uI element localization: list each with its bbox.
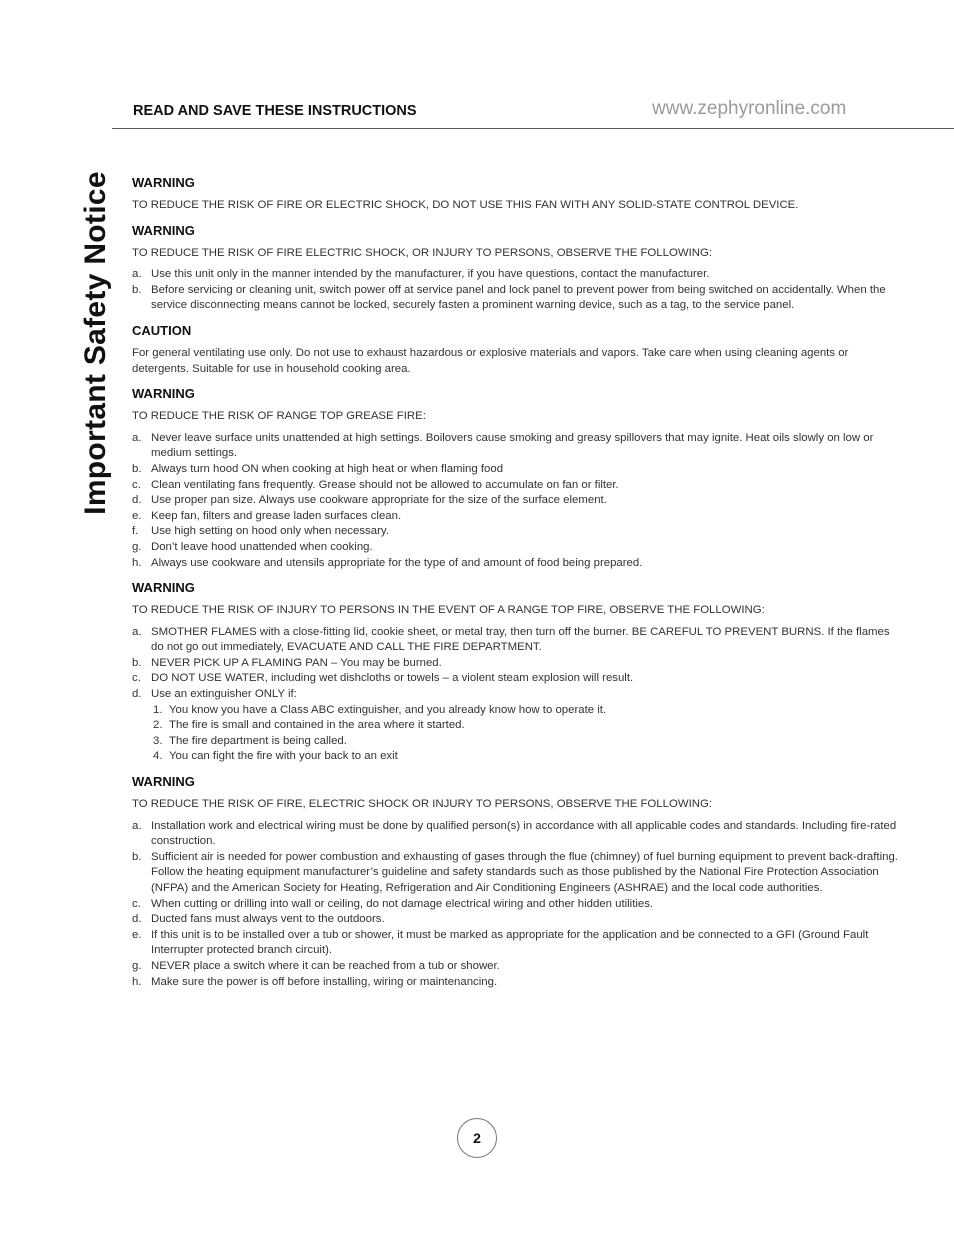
item-text: Use proper pan size. Always use cookware appropriate for the size of the surface element. (151, 494, 607, 507)
instruction-item (132, 431, 902, 462)
item-text: NEVER place a switch where it can be reached from a tub or shower. (151, 959, 500, 972)
instruction-item (132, 959, 902, 975)
safety-section (132, 580, 902, 765)
section-intro: TO REDUCE THE RISK OF RANGE TOP GREASE FIRE: (132, 410, 426, 423)
section-intro: TO REDUCE THE RISK OF FIRE OR ELECTRIC SHOCK, DO NOT USE THIS FAN WITH ANY SOLID-STATE CONTROL DEVICE. (132, 199, 799, 211)
sub-instruction-item (151, 749, 902, 765)
section-heading: WARNING (132, 222, 195, 238)
item-text: If this unit is to be installed over a tub or shower, it must be marked as appropriate for the application and be connected to a GFI (Ground Fault Interrupter protected branch circuit). (151, 928, 869, 957)
page-number: 2 (457, 1118, 497, 1158)
section-intro: TO REDUCE THE RISK OF FIRE ELECTRIC SHOCK, OR INJURY TO PERSONS, OBSERVE THE FOLLOWING: (132, 246, 712, 259)
item-text: Never leave surface units unattended at high settings. Boilovers cause smoking and greasy spillovers that may ignite. Heat oils slowly on low or medium settings. (151, 431, 874, 460)
item-marker: b. (132, 656, 142, 669)
item-marker: d. (132, 688, 142, 701)
instruction-item (132, 975, 902, 991)
side-title: Important Safety Notice (79, 171, 112, 515)
section-heading: WARNING (132, 774, 195, 790)
sub-instruction-list (151, 703, 902, 765)
subitem-marker: 2. (153, 719, 163, 732)
instruction-item (132, 687, 902, 765)
item-text: Keep fan, filters and grease laden surfaces clean. (151, 509, 402, 522)
item-text: Make sure the power is off before installing, wiring or maintenancing. (151, 975, 498, 988)
item-marker: a. (132, 431, 142, 444)
instruction-item (132, 556, 902, 572)
item-marker: d. (132, 494, 142, 507)
instruction-item (132, 478, 902, 494)
item-text: Before servicing or cleaning unit, switch power off at service panel and lock panel to prevent power from being switched on accidentally. When the service disconnecting means cannot be locked, securely fasten a prominent warning device, such as a tag, to the service panel. (151, 283, 886, 312)
safety-content (132, 175, 902, 999)
section-intro: TO REDUCE THE RISK OF INJURY TO PERSONS IN THE EVENT OF A RANGE TOP FIRE, OBSERVE THE FOLLOWING: (132, 604, 765, 617)
instruction-list (132, 431, 902, 571)
sub-instruction-item (151, 734, 902, 750)
instruction-item (132, 540, 902, 556)
item-text: Use high setting on hood only when necessary. (151, 525, 389, 538)
item-marker: b. (132, 462, 142, 475)
instruction-item (132, 897, 902, 913)
instruction-item (132, 850, 902, 897)
item-marker: e. (132, 928, 142, 941)
item-marker: a. (132, 268, 142, 281)
instruction-item (132, 912, 902, 928)
subitem-text: The fire department is being called. (169, 734, 347, 747)
subitem-text: You know you have a Class ABC extinguisher, and you already know how to operate it. (169, 703, 607, 716)
item-marker: g. (132, 959, 142, 972)
section-intro: For general ventilating use only. Do not use to exhaust hazardous or explosive materials and vapors. Take care when using cleaning agents or detergents. Suitable for use in household cooking area. (132, 346, 849, 375)
section-heading: WARNING (132, 386, 195, 402)
item-marker: a. (132, 819, 142, 832)
item-marker: f. (132, 525, 139, 538)
instruction-item (132, 267, 902, 283)
header-title: READ AND SAVE THESE INSTRUCTIONS (133, 103, 417, 119)
item-text: Ducted fans must always vent to the outdoors. (151, 913, 385, 926)
item-marker: h. (132, 556, 142, 569)
instruction-list (132, 267, 902, 314)
instruction-item (132, 509, 902, 525)
subitem-text: You can fight the fire with your back to an exit (169, 750, 398, 763)
instruction-item (132, 671, 902, 687)
item-text: DO NOT USE WATER, including wet dishcloths or towels – a violent steam explosion will result. (151, 672, 634, 685)
item-marker: b. (132, 850, 142, 863)
item-text: Clean ventilating fans frequently. Grease should not be allowed to accumulate on fan or filter. (151, 478, 619, 491)
section-heading: WARNING (132, 580, 195, 596)
item-marker: c. (132, 897, 141, 910)
instruction-item (132, 928, 902, 959)
safety-section (132, 774, 902, 990)
item-text: Use this unit only in the manner intended by the manufacturer, if you have questions, contact the manufacturer. (151, 268, 710, 281)
instruction-item (132, 656, 902, 672)
header-divider (112, 128, 954, 129)
item-marker: c. (132, 478, 141, 491)
item-text: Don’t leave hood unattended when cooking. (151, 540, 373, 553)
safety-section (132, 386, 902, 571)
section-heading: CAUTION (132, 322, 192, 338)
item-text: Always turn hood ON when cooking at high heat or when flaming food (151, 462, 504, 475)
instruction-item (132, 283, 902, 314)
sub-instruction-item (151, 718, 902, 734)
item-text: Always use cookware and utensils appropriate for the type of and amount of food being prepared. (151, 556, 643, 569)
safety-section (132, 175, 902, 214)
subitem-marker: 4. (153, 750, 163, 763)
item-text: SMOTHER FLAMES with a close-fitting lid, cookie sheet, or metal tray, then turn off the burner. BE CAREFUL TO PREVENT BURNS. If the flames do not go out immediately, EVACUATE AND CALL THE FIRE DEPARTMENT. (151, 625, 890, 654)
instruction-item (132, 524, 902, 540)
item-marker: g. (132, 540, 142, 553)
website-link[interactable]: www.zephyronline.com (652, 98, 847, 119)
subitem-text: The fire is small and contained in the area where it started. (169, 719, 465, 732)
item-marker: a. (132, 625, 142, 638)
item-text: When cutting or drilling into wall or ceiling, do not damage electrical wiring and other hidden utilities. (151, 897, 654, 910)
instruction-item (132, 625, 902, 656)
item-marker: d. (132, 913, 142, 926)
section-heading: WARNING (132, 175, 195, 190)
instruction-item (132, 493, 902, 509)
item-text: NEVER PICK UP A FLAMING PAN – You may be burned. (151, 656, 442, 669)
sub-instruction-item (151, 703, 902, 719)
item-marker: c. (132, 672, 141, 685)
safety-section (132, 323, 902, 377)
instruction-list (132, 819, 902, 991)
item-marker: b. (132, 283, 142, 296)
item-text: Installation work and electrical wiring must be done by qualified person(s) in accordance with all applicable codes and standards. Including fire-rated construction. (151, 819, 897, 848)
item-marker: e. (132, 509, 142, 522)
item-text: Use an extinguisher ONLY if: (151, 688, 297, 701)
subitem-marker: 1. (153, 703, 163, 716)
item-text: Sufficient air is needed for power combustion and exhausting of gases through the flue (chimney) of fuel burning equipment to prevent back-drafting. Follow the heating equipment manufacturer’s guideline and safety standards such as those published by the National Fire Protection Association (NFPA) and the American Society for Heating, Refrigeration and Air Conditioning Engineers (ASHRAE) and the local code authorities. (151, 850, 898, 894)
instruction-item (132, 819, 902, 850)
section-intro: TO REDUCE THE RISK OF FIRE, ELECTRIC SHOCK OR INJURY TO PERSONS, OBSERVE THE FOLLOWING: (132, 798, 712, 811)
subitem-marker: 3. (153, 734, 163, 747)
item-marker: h. (132, 975, 142, 988)
instruction-list (132, 625, 902, 765)
instruction-item (132, 462, 902, 478)
safety-section (132, 223, 902, 314)
